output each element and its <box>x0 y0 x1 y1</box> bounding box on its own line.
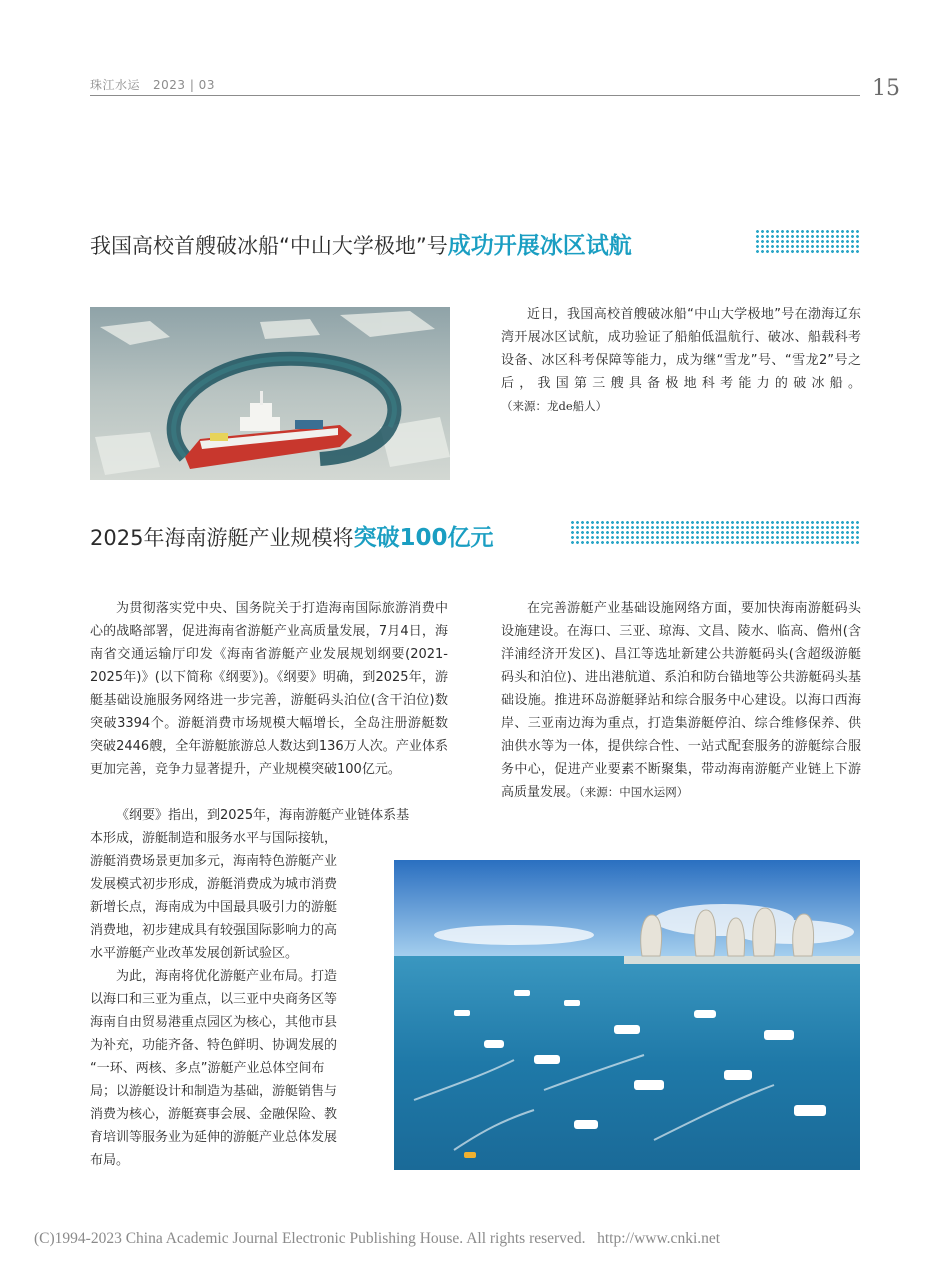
article2-para4-text: 在完善游艇产业基础设施网络方面，要加快海南游艇码头设施建设。在海口、三亚、琼海、文昌、陵水、临高、儋州(含洋浦经济开发区)、昌江等选址新建公共游艇码头(含超级游艇码头和泊位)、进出港航道、系泊和防台锚地等公共游艇码头基础设施。推进环岛游艇驿站和综合服务中心建设。以海口西海岸、三亚南边海为重点，打造集游艇停泊、综合维修保养、供油供水等为一体，提供综合性、一站式配套服务的游艇综合服务中心，促进产业要素不断聚集，带动海南游艇产业链上下游高质量发展。 <box>501 601 861 800</box>
article2-paragraph <box>501 597 861 804</box>
text-line: 新增长点，海南成为中国最具吸引力的游艇 <box>90 900 338 915</box>
icebreaker-photo <box>90 307 450 480</box>
text-line: 为此，海南将优化游艇产业布局。打造 <box>116 969 338 984</box>
title-dot-pattern <box>570 520 861 546</box>
icebreaker-illustration <box>90 307 450 480</box>
article1-title-plain: 我国高校首艘破冰船“中山大学极地”号 <box>90 234 448 258</box>
article2-title <box>90 519 493 552</box>
journal-name: 珠江水运 <box>90 78 141 92</box>
text-line: 局；以游艇设计和制造为基础，游艇销售与 <box>90 1084 338 1099</box>
article2-title-highlight: 突破100亿元 <box>353 525 494 551</box>
article2-paragraph: 为贯彻落实党中央、国务院关于打造海南国际旅游消费中心的战略部署，促进海南省游艇产业高质量发展，7月4日，海南省交通运输厅印发《海南省游艇产业发展规划纲要(2021-2025年)》(以下简称《纲要》)。《纲要》明确，到2025年，游艇基础设施服务网络进一步完善，游艇码头泊位(含干泊位)数突破3394个。游艇消费市场规模大幅增长，全岛注册游艇数突破2446艘，全年游艇旅游总人数达到136万人次。产业体系更加完善，竞争力显著提升，产业规模突破100亿元。 <box>90 601 448 777</box>
article1-title-highlight: 成功开展冰区试航 <box>447 233 632 259</box>
text-line: 游艇消费场景更加多元，海南特色游艇产业 <box>90 854 338 869</box>
text-line: “一环、两核、多点”游艇产业总体空间布 <box>90 1061 325 1076</box>
article2-source: （来源：中国水运网） <box>579 785 689 799</box>
yacht-photo <box>394 860 860 1170</box>
article1-paragraph <box>501 303 861 418</box>
title-dot-pattern <box>755 229 861 255</box>
article1-source: （来源：龙de船人） <box>501 399 608 413</box>
copyright-text: (C)1994-2023 China Academic Journal Electronic Publishing House. All rights reserved. <box>34 1230 586 1247</box>
article2-title-plain: 2025年海南游艇产业规模将 <box>90 526 354 550</box>
text-line: 以海口和三亚为重点，以三亚中央商务区等 <box>90 992 338 1007</box>
text-line: 布局。 <box>90 1153 130 1168</box>
text-line: 育培训等服务业为延伸的游艇产业总体发展 <box>90 1130 338 1145</box>
yacht-illustration <box>394 860 860 1170</box>
running-header <box>90 76 215 93</box>
text-line: 水平游艇产业改革发展创新试验区。 <box>90 946 299 961</box>
article2-para2 <box>90 804 409 965</box>
page-number: 15 <box>872 76 900 101</box>
article1-body <box>501 303 861 418</box>
header-rule <box>90 95 860 96</box>
article2-para3 <box>90 965 337 1172</box>
article2-right-column <box>501 597 861 804</box>
text-line: 本形成，游艇制造和服务水平与国际接轨， <box>90 831 338 846</box>
footer-url[interactable]: http://www.cnki.net <box>597 1230 721 1247</box>
article1-text: 近日，我国高校首艘破冰船“中山大学极地”号在渤海辽东湾开展冰区试航，成功验证了船舶低温航行、破冰、船载科考设备、冰区科考保障等能力，成为继“雪龙”号、“雪龙2”号之后，我国第三艘具备极地科考能力的破冰船。 <box>501 307 861 391</box>
text-line: 消费地，初步建成具有较强国际影响力的高 <box>90 923 338 938</box>
text-line: 海南自由贸易港重点园区为核心，其他市县 <box>90 1015 338 1030</box>
copyright-footer <box>34 1230 720 1248</box>
issue-number: 2023 | 03 <box>152 78 215 92</box>
text-line: 为补充，功能齐备、特色鲜明、协调发展的 <box>90 1038 338 1053</box>
article1-title <box>90 227 632 260</box>
text-line: 发展模式初步形成，游艇消费成为城市消费 <box>90 877 338 892</box>
text-line: 《纲要》指出，到2025年，海南游艇产业链体系基 <box>116 808 410 823</box>
text-line: 消费为核心，游艇赛事会展、金融保险、教 <box>90 1107 338 1122</box>
article2-para1 <box>90 597 448 781</box>
